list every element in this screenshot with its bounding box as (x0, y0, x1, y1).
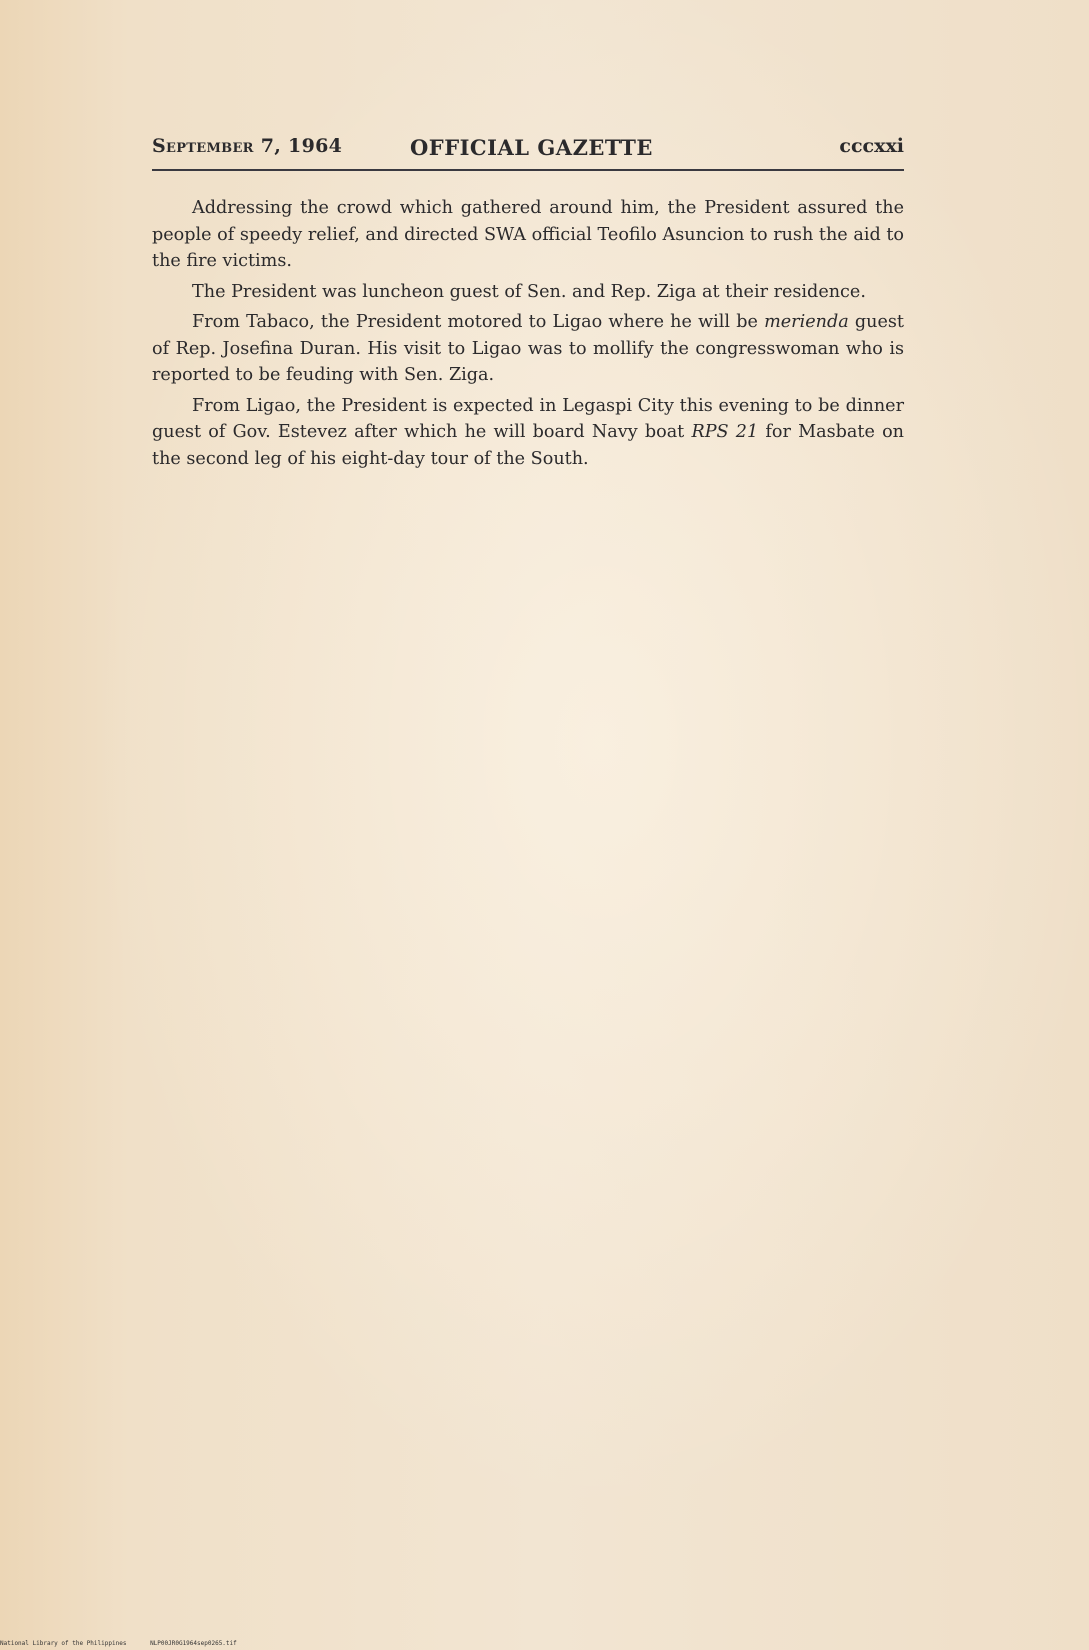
article-body (152, 195, 904, 476)
paragraph-1: Addressing the crowd which gathered around him, the President assured the people of speedy relief, and directed SWA official Teofilo Asuncion to rush the aid to the fire victims. (152, 198, 904, 271)
footer-file: NLP00JR0G1964sep0265.tif (150, 1640, 237, 1647)
page-header (152, 135, 904, 171)
paragraph-3 (152, 309, 904, 389)
paragraph-4-text-b: for Masbate on the second leg of his eight-day tour of the South. (152, 422, 905, 469)
paragraph-4 (152, 393, 904, 473)
header-date: September 7, 1964 (152, 135, 343, 157)
footer-library: National Library of the Philippines (0, 1640, 127, 1647)
scan-footer (0, 1640, 257, 1647)
paragraph-4-text-a: From Ligao, the President is expected in Legaspi City this evening to be dinner guest of Gov. Estevez after which he will board Navy boat (152, 395, 904, 442)
paragraph-3-text-b: guest of Rep. Josefina Duran. His visit to Ligao was to mollify the congresswoman who is reported to be feuding with Sen. Ziga. (152, 312, 904, 385)
paragraph-4-italic: RPS 21 (691, 422, 759, 442)
publication-title: OFFICIAL GAZETTE (410, 135, 653, 160)
page-number: cccxxi (839, 135, 904, 157)
paragraph-3-italic: merienda (764, 312, 849, 332)
paragraph-2: The President was luncheon guest of Sen. and Rep. Ziga at their residence. (192, 281, 866, 302)
paragraph-3-text-a: From Tabaco, the President motored to Ligao where he will be (192, 312, 765, 332)
